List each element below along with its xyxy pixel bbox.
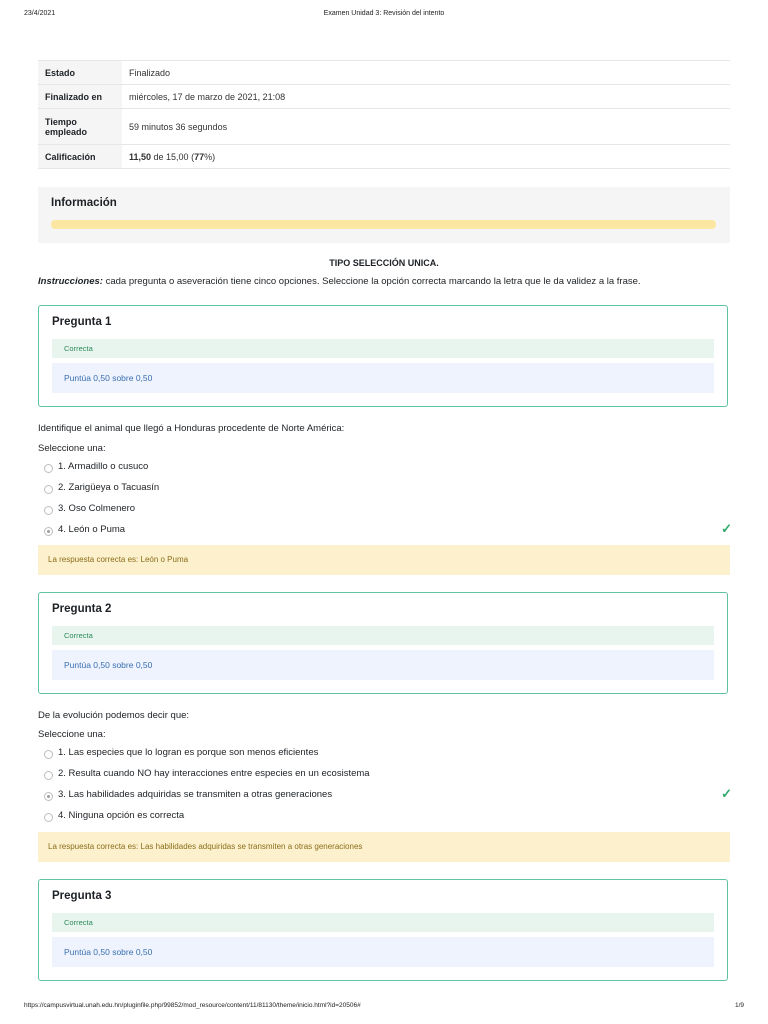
question-info-3 bbox=[38, 879, 728, 981]
option-label: 3. Las habilidades adquiridas se transmiten a otras generaciones bbox=[58, 789, 333, 800]
answer-option[interactable] bbox=[44, 810, 732, 824]
question-state: Correcta bbox=[52, 913, 714, 932]
summary-label: Tiempo empleado bbox=[38, 109, 122, 145]
summary-row bbox=[38, 85, 730, 109]
question-state: Correcta bbox=[52, 626, 714, 645]
information-box bbox=[38, 187, 730, 243]
section-heading: TIPO SELECCIÓN UNICA. bbox=[329, 258, 439, 268]
radio-button-selected[interactable] bbox=[44, 792, 53, 801]
question-title: Pregunta 2 bbox=[52, 603, 112, 615]
question-text: Identifique el animal que llegó a Honduras procedente de Norte América: bbox=[38, 423, 345, 434]
check-icon: ✓ bbox=[721, 521, 732, 536]
option-label: 4. León o Puma bbox=[58, 524, 126, 535]
radio-button[interactable] bbox=[44, 750, 53, 759]
question-grade: Puntúa 0,50 sobre 0,50 bbox=[52, 650, 714, 680]
print-url: https://campusvirtual.unah.edu.hn/pluginfile.php/99852/mod_resource/content/11/81130/theme/inicio.html?id=20506# bbox=[24, 1002, 361, 1009]
option-label: 2. Zarigüeya o Tacuasín bbox=[58, 482, 160, 493]
information-title: Información bbox=[51, 197, 117, 209]
option-label: 1. Armadillo o cusuco bbox=[58, 461, 149, 472]
print-title: Examen Unidad 3: Revisión del intento bbox=[323, 10, 445, 17]
question-grade: Puntúa 0,50 sobre 0,50 bbox=[52, 363, 714, 393]
grade-mid: de 15,00 ( bbox=[151, 151, 195, 162]
summary-label: Finalizado en bbox=[38, 85, 122, 109]
option-label: 1. Las especies que lo logran es porque son menos eficientes bbox=[58, 747, 319, 758]
answer-option[interactable] bbox=[44, 747, 732, 761]
feedback-text: La respuesta correcta es: Las habilidades adquiridas se transmiten a otras generaciones bbox=[48, 842, 363, 851]
print-header bbox=[24, 10, 744, 22]
summary-row bbox=[38, 145, 730, 169]
summary-row bbox=[38, 61, 730, 85]
answer-option-selected[interactable] bbox=[44, 521, 732, 538]
instructions-label: Instrucciones: bbox=[38, 276, 103, 287]
grade-percent: 77 bbox=[194, 151, 205, 162]
summary-label: Estado bbox=[38, 61, 122, 85]
answer-option[interactable] bbox=[44, 768, 732, 782]
correct-answer-feedback bbox=[38, 832, 730, 862]
question-state: Correcta bbox=[52, 339, 714, 358]
answer-option[interactable] bbox=[44, 503, 732, 517]
radio-button[interactable] bbox=[44, 771, 53, 780]
option-label: 2. Resulta cuando NO hay interacciones entre especies en un ecosistema bbox=[58, 768, 370, 779]
instructions-text: cada pregunta o aseveración tiene cinco opciones. Seleccione la opción correcta marcando la letra que le da validez a la frase. bbox=[102, 276, 641, 287]
question-grade: Puntúa 0,50 sobre 0,50 bbox=[52, 937, 714, 967]
answer-option-selected[interactable] bbox=[44, 786, 732, 803]
summary-value: miércoles, 17 de marzo de 2021, 21:08 bbox=[122, 85, 730, 109]
summary-grade bbox=[122, 145, 730, 169]
summary-row bbox=[38, 109, 730, 145]
print-page-number: 1/9 bbox=[734, 1002, 744, 1009]
check-icon: ✓ bbox=[721, 786, 732, 801]
print-footer bbox=[24, 1002, 744, 1014]
feedback-text: La respuesta correcta es: León o Puma bbox=[48, 555, 189, 564]
question-text: De la evolución podemos decir que: bbox=[38, 710, 190, 721]
information-bar bbox=[51, 220, 716, 229]
print-date: 23/4/2021 bbox=[24, 10, 56, 17]
attempt-summary-table bbox=[38, 60, 730, 169]
instructions bbox=[38, 276, 738, 287]
question-info-2 bbox=[38, 592, 728, 694]
question-prompt: Seleccione una: bbox=[38, 443, 106, 454]
grade-end: %) bbox=[204, 151, 216, 162]
grade-value: 11,50 bbox=[129, 151, 152, 162]
answer-option[interactable] bbox=[44, 482, 732, 496]
radio-button[interactable] bbox=[44, 485, 53, 494]
question-title: Pregunta 1 bbox=[52, 316, 112, 328]
question-title: Pregunta 3 bbox=[52, 890, 112, 902]
option-label: 3. Oso Colmenero bbox=[58, 503, 136, 514]
summary-label: Calificación bbox=[38, 145, 122, 169]
correct-answer-feedback bbox=[38, 545, 730, 575]
summary-value: Finalizado bbox=[122, 61, 730, 85]
radio-button-selected[interactable] bbox=[44, 527, 53, 536]
radio-button[interactable] bbox=[44, 813, 53, 822]
option-label: 4. Ninguna opción es correcta bbox=[58, 810, 185, 821]
question-info-1 bbox=[38, 305, 728, 407]
radio-button[interactable] bbox=[44, 506, 53, 515]
answer-option[interactable] bbox=[44, 461, 732, 475]
radio-button[interactable] bbox=[44, 464, 53, 473]
question-prompt: Seleccione una: bbox=[38, 729, 106, 740]
summary-value: 59 minutos 36 segundos bbox=[122, 109, 730, 145]
